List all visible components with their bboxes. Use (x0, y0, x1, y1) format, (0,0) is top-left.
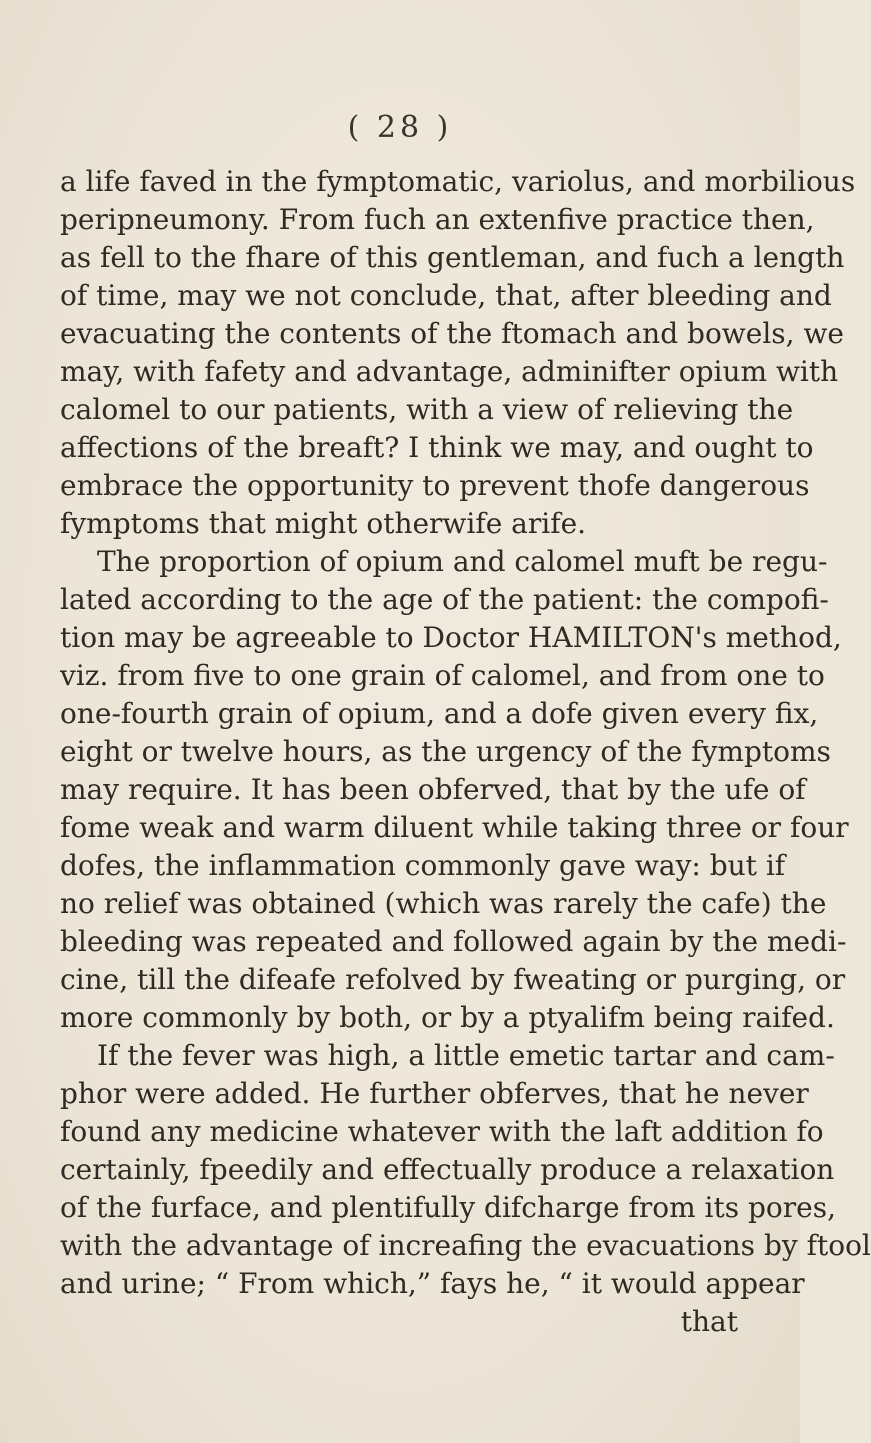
text-line: no relief was obtained (which was rarely the cafe) the (60, 887, 827, 920)
text-line: bleeding was repeated and followed again by the medi- (60, 925, 847, 958)
paragraph-start-line: If the fever was high, a little emetic tartar and cam- (97, 1039, 835, 1072)
text-line: eight or twelve hours, as the urgency of the fymptoms (60, 735, 831, 768)
text-line: affections of the breaft? I think we may, and ought to (60, 431, 814, 464)
text-line: of time, may we not conclude, that, after bleeding and (60, 279, 832, 312)
text-line: as fell to the fhare of this gentleman, and fuch a length (60, 241, 845, 274)
paragraph-start-line: The proportion of opium and calomel muft be regu- (97, 545, 828, 578)
text-line: embrace the opportunity to prevent thofe dangerous (60, 469, 810, 502)
text-line: tion may be agreeable to Doctor HAMILTON's method, (60, 621, 842, 654)
text-line: cine, till the difeafe refolved by fweating or purging, or (60, 963, 846, 996)
text-line: viz. from five to one grain of calomel, and from one to (60, 659, 825, 692)
text-line: fymptoms that might otherwife arife. (60, 507, 587, 540)
text-line: and urine; “ From which,” fays he, “ it would appear (60, 1267, 805, 1300)
page-number: ( 28 ) (347, 110, 453, 145)
text-line: one-fourth grain of opium, and a dofe given every fix, (60, 697, 819, 730)
text-line: peripneumony. From fuch an extenfive practice then, (60, 203, 815, 236)
text-line: more commonly by both, or by a ptyalifm being raifed. (60, 1001, 835, 1034)
catchword: that (680, 1305, 738, 1338)
text-line: calomel to our patients, with a view of relieving the (60, 393, 794, 426)
text-line: with the advantage of increafing the evacuations by ftool (60, 1229, 871, 1262)
text-line: certainly, fpeedily and effectually produce a relaxation (60, 1153, 835, 1186)
text-line: may, with fafety and advantage, adminifter opium with (60, 355, 839, 388)
text-line: of the furface, and plentifully difcharge from its pores, (60, 1191, 837, 1224)
text-line: fome weak and warm diluent while taking three or four (60, 811, 849, 844)
text-line: found any medicine whatever with the laft addition fo (60, 1115, 824, 1148)
text-line: may require. It has been obferved, that by the ufe of (60, 773, 806, 806)
text-line: dofes, the inflammation commonly gave way: but if (60, 849, 786, 882)
text-line: phor were added. He further obferves, that he never (60, 1077, 809, 1110)
text-line: a life faved in the fymptomatic, variolus, and morbilious (60, 165, 856, 198)
text-line: lated according to the age of the patient: the compofi- (60, 583, 829, 616)
text-line: evacuating the contents of the ftomach and bowels, we (60, 317, 844, 350)
